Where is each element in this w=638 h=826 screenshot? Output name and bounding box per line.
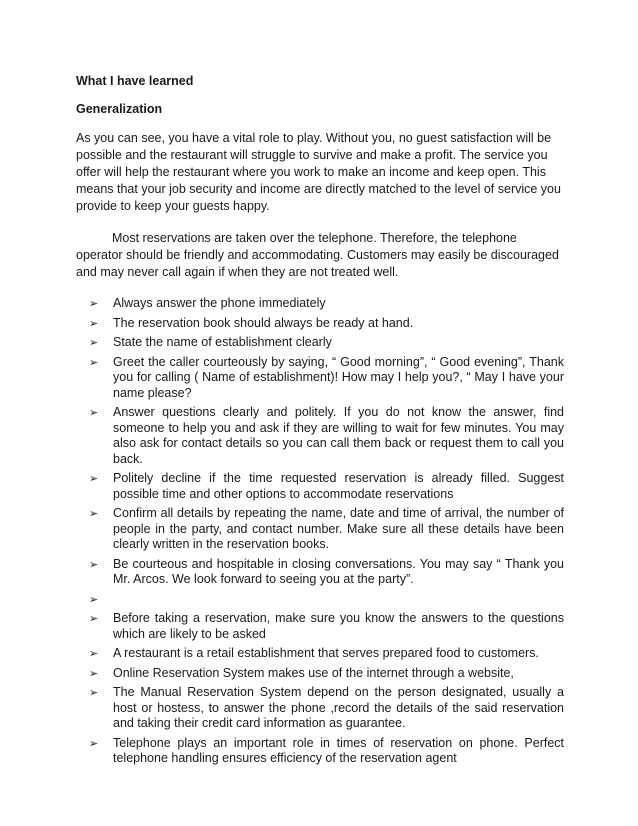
heading-generalization: Generalization <box>76 102 163 116</box>
arrow-bullet-icon: ➢ <box>89 297 99 310</box>
heading-what-i-have-learned: What I have learned <box>76 74 194 88</box>
arrow-bullet-icon: ➢ <box>89 406 99 419</box>
list-item-text: State the name of establishment clearly <box>113 335 332 349</box>
list-item-empty <box>89 592 564 608</box>
list-item <box>89 557 564 588</box>
bullet-list <box>76 296 564 767</box>
list-item <box>89 316 564 332</box>
list-item <box>89 736 564 767</box>
list-item-text: Politely decline if the time requested reservation is already filled. Suggest possible time and other options to accommodate reservations <box>113 471 564 501</box>
list-item <box>89 646 564 662</box>
list-item-text: Always answer the phone immediately <box>113 296 326 310</box>
list-item <box>89 611 564 642</box>
list-item <box>89 335 564 351</box>
list-item <box>89 506 564 553</box>
list-item-text: Greet the caller courteously by saying, “ Good morning”, “ Good evening”, Thank you for calling ( Name of establishment)! How may I help you?, “ May I have your name please? <box>113 354 564 400</box>
arrow-bullet-icon: ➢ <box>89 355 99 369</box>
paragraph-vital-role: As you can see, you have a vital role to play. Without you, no guest satisfaction will be possible and the restaurant will struggle to survive and make a profit. The service you offer will help the restaurant where you work to make an income and keep open. This means that your job security and income are directly matched to the level of service you provide to keep your guests happy. <box>76 131 561 213</box>
list-item-text: Answer questions clearly and politely. If you do not know the answer, find someone to help you and ask if they are willing to wait for few minutes. You may also ask for contact details so you can call them back or request them to call you back. <box>113 405 564 466</box>
list-item <box>89 666 564 682</box>
list-item-text: Online Reservation System makes use of the internet through a website, <box>113 665 514 680</box>
list-item-text: A restaurant is a retail establishment that serves prepared food to customers. <box>113 646 539 660</box>
arrow-bullet-icon: ➢ <box>89 736 99 750</box>
arrow-bullet-icon: ➢ <box>89 647 99 660</box>
arrow-bullet-icon: ➢ <box>89 507 99 520</box>
list-item <box>89 405 564 467</box>
list-item-text: Be courteous and hospitable in closing conversations. You may say “ Thank you Mr. Arcos. We look forward to seeing you at the party”. <box>113 556 564 586</box>
list-item-text: The Manual Reservation System depend on the person designated, usually a host or hostess, to answer the phone ,record the details of the said reservation and taking their credit card information as guarantee. <box>113 685 564 730</box>
arrow-bullet-icon: ➢ <box>89 612 99 625</box>
arrow-bullet-icon: ➢ <box>89 686 99 699</box>
arrow-bullet-icon: ➢ <box>89 472 99 485</box>
list-item <box>89 685 564 732</box>
paragraph-reservations-telephone: Most reservations are taken over the telephone. Therefore, the telephone operator should be friendly and accommodating. Customers may easily be discouraged and may never call again if when they are not treated well. <box>76 231 559 279</box>
list-item <box>89 355 564 402</box>
arrow-bullet-icon: ➢ <box>89 336 99 349</box>
list-item <box>89 296 564 312</box>
arrow-bullet-icon: ➢ <box>89 316 99 330</box>
list-item <box>89 471 564 502</box>
arrow-bullet-icon: ➢ <box>89 666 99 680</box>
list-item-text: Confirm all details by repeating the name, date and time of arrival, the number of people in the party, and contact number. Make sure all these details have been clearly written in the reservation books. <box>113 506 564 551</box>
list-item-text: Before taking a reservation, make sure you know the answers to the questions which are likely to be asked <box>113 611 564 641</box>
document-page <box>76 73 564 771</box>
arrow-bullet-icon: ➢ <box>89 592 99 606</box>
list-item-text: The reservation book should always be ready at hand. <box>113 315 414 330</box>
list-item-text: Telephone plays an important role in times of reservation on phone. Perfect telephone handling ensures efficiency of the reservation agent <box>113 735 564 765</box>
arrow-bullet-icon: ➢ <box>89 557 99 571</box>
